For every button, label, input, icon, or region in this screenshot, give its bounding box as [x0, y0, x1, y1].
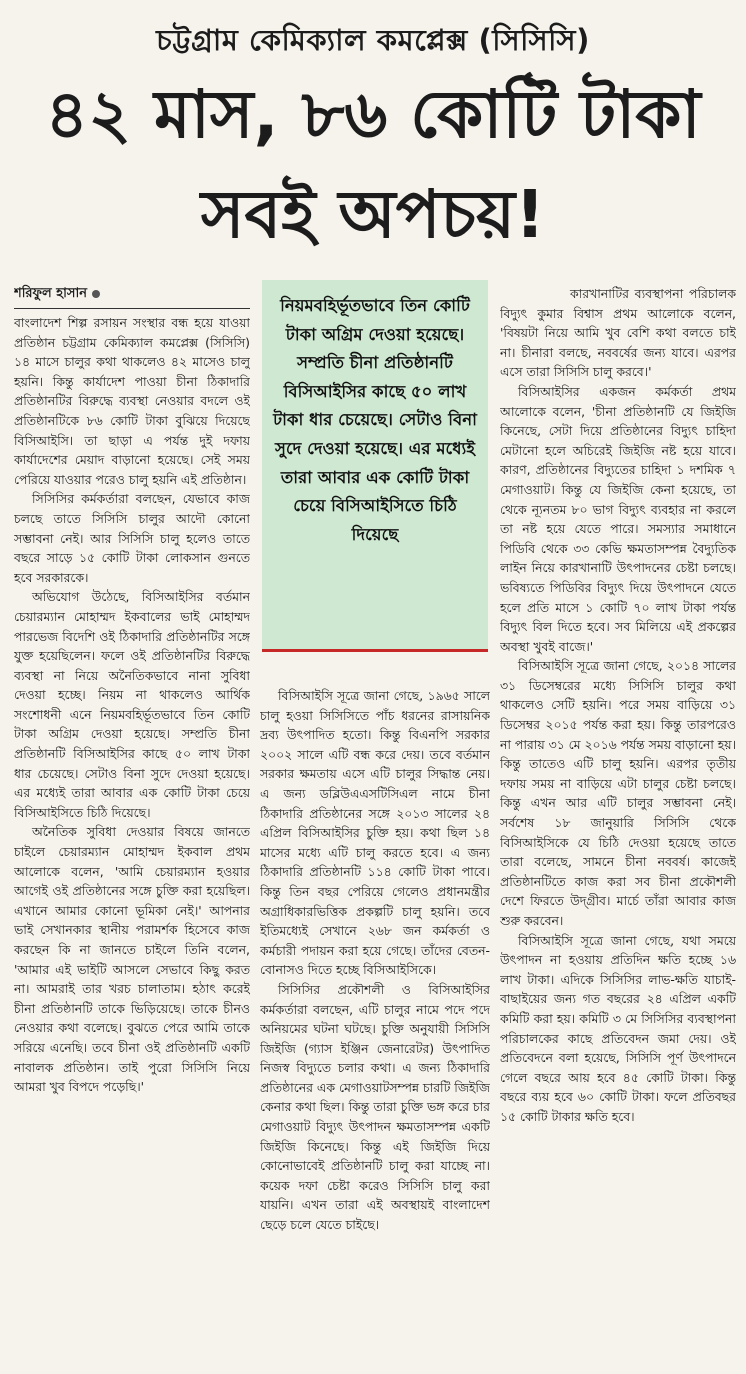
- paragraph: অনৈতিক সুবিধা দেওয়ার বিষয়ে জানতে চাইলে চেয়ারম্যান মোহাম্মদ ইকবাল প্রথম আলোকে বলেন, 'আমি চেয়ারম্যান হওয়ার আগেই ওই প্রতিষ্ঠানের সঙ্গে চুক্তি করা হয়েছিল। এখানে আমার কোনো ভূমিকা নেই।' আপনার ভাই সেখানকার স্থানীয় পরামর্শক হিসেবে কাজ করছেন কি না জানতে চাইলে তিনি বলেন, 'আমার এই ভাইটি আসলে সেভাবে কিছু করত না। আমরাই তার খরচ চালাতাম। হঠাৎ করেই চীনা প্রতিষ্ঠানটি তাকে ভিড়িয়েছে। তাকে চীনও নেওয়ার কথা বলেছে। বুঝতে পেরে আমি তাকে সরিয়ে এনেছি। তবে চীনা ওই প্রতিষ্ঠানটি একটি নাবালক প্রতিষ্ঠান। তাই পুরো সিসিসি নিয়ে আমরা খুব বিপদে পড়েছি।': [14, 824, 250, 1095]
- author-name: শরিফুল হাসান: [14, 286, 87, 302]
- column-1: [14, 284, 250, 1364]
- paragraph: বিসিআইসির একজন কর্মকর্তা প্রথম আলোকে বলেন, 'চীনা প্রতিষ্ঠানটি যে জিইজি কিনেছে, সেটা দিয়ে প্রতিষ্ঠানের বিদ্যুৎ চাহিদা মেটানো হলে অচিরেই জিইজি নষ্ট হয়ে যাবে। কারণ, প্রতিষ্ঠানের বিদ্যুতের চাহিদা ১ দশমিক ৭ মেগাওয়াট। কিন্তু যে জিইজি কেনা হয়েছে, তা থেকে ন্যূনতম ৮০ ভাগ বিদ্যুৎ ব্যবহার না করলে তা নষ্ট হয়ে যেতে পারে। সমস্যার সমাধানে পিডিবি থেকে ৩৩ কেভি ক্ষমতাসম্পন্ন বৈদ্যুতিক লাইন নিয়ে কারখানাটি উৎপাদনের চেষ্টা চলছে। ভবিষ্যতে পিডিবির বিদ্যুৎ দিয়ে উৎপাদনে যেতে হলে প্রতি মাসে ১ কোটি ৭০ লাখ টাকা পর্যন্ত বিদ্যুৎ বিল দিতে হবে। সব মিলিয়ে এই প্রকল্পের অবস্থা খুবই বাজে।': [500, 383, 736, 654]
- paragraph: সিসিসির প্রকৌশলী ও বিসিআইসির কর্মকর্তারা বলছেন, এটি চালুর নামে পদে পদে অনিয়মের ঘটনা ঘটছে। চুক্তি অনুযায়ী সিসিসি জিইজি (গ্যাস ইঞ্জিন জেনারেটর) উৎপাদিত নিজস্ব বিদ্যুতে চলার কথা। এ জন্য ঠিকাদারি প্রতিষ্ঠানের এক মেগাওয়াটসম্পন্ন চারটি জিইজি কেনার কথা ছিল। কিন্তু তারা চুক্তি ভঙ্গ করে চার মেগাওয়াট বিদ্যুৎ উৎপাদন ক্ষমতাসম্পন্ন একটি জিইজি কিনেছে। কিন্তু এই জিইজি দিয়ে কোনোভাবেই প্রতিষ্ঠানটি চালু করা যাচ্ছে না। কয়েক দফা চেষ্টা করেও সিসিসি চালু করা যায়নি। এখন তারা এই অবস্থায়ই বাংলাদেশ ছেড়ে চলে যেতে চাইছে।: [260, 981, 490, 1233]
- headline-line-2: সবই অপচয়!: [200, 176, 546, 253]
- bullet-icon: [92, 290, 100, 298]
- column-3: [500, 284, 736, 1364]
- paragraph: বাংলাদেশ শিল্প রসায়ন সংস্থার বন্ধ হয়ে যাওয়া প্রতিষ্ঠান চট্টগ্রাম কেমিক্যাল কমপ্লেক্স (সিসিসি) ১৪ মাসে চালুর কথা থাকলেও ৪২ মাসেও চালু হয়নি। কিন্তু কার্যাদেশ পাওয়া চীনা ঠিকাদারি প্রতিষ্ঠানটির বিরুদ্ধে ব্যবস্থা নেওয়ার বদলে ওই প্রতিষ্ঠানটিকে ৮৬ কোটি টাকা বুঝিয়ে দিয়েছে বিসিআইসি। তা ছাড়া এ পর্যন্ত দুই দফায় কার্যাদেশের মেয়াদ বাড়ানো হয়েছে। সেই সময় পেরিয়ে যাওয়ার পরেও চালু হয়নি এই প্রতিষ্ঠান।: [14, 315, 250, 487]
- byline: [14, 284, 250, 304]
- article-kicker: চট্টগ্রাম কেমিক্যাল কমপ্লেক্স (সিসিসি): [156, 23, 590, 57]
- paragraph: বিসিআইসি সূত্রে জানা গেছে, ২০১৪ সালের ৩১ ডিসেম্বরের মধ্যে সিসিসি চালুর কথা থাকলেও সেটি হয়নি। পরে সময় বাড়িয়ে ৩১ ডিসেম্বর ২০১৫ পর্যন্ত করা হয়। কিন্তু তারপরেও না পারায় ৩১ মে ২০১৬ পর্যন্ত সময় বাড়ানো হয়। কিন্তু তাতেও এটি চালু হয়নি। এরপর তৃতীয় দফায় সময় না বাড়িয়ে এটা চালুর চেষ্টা চলছে। কিন্তু এখন আর এটি চালুর সম্ভাবনা নেই। সর্বশেষ ১৮ জানুয়ারি সিসিসি থেকে বিসিআইসিকে যে চিঠি দেওয়া হয়েছে তাতে তারা বলেছে, সামনে চীনা নববর্ষ। কাজেই প্রতিষ্ঠানটিতে কাজ করা সব চীনা প্রকৌশলী দেশে ফিরতে উদ্‌গ্রীব। মার্চে তাঁরা আবার কাজ শুরু করবেন।: [500, 658, 736, 928]
- paragraph: কারখানাটির ব্যবস্থাপনা পরিচালক বিদ্যুৎ কুমার বিশ্বাস প্রথম আলোকে বলেন, 'বিষয়টা নিয়ে আমি খুব বেশি কথা বলতে চাই না। চীনারা বলছে, নববর্ষের জন্য যাবে। এরপর এসে তারা সিসিসি চালু করবে।': [500, 286, 736, 380]
- headline-line-1: ৪২ মাস, ৮৬ কোটি টাকা: [45, 76, 701, 153]
- paragraph: অভিযোগ উঠেছে, বিসিআইসির বর্তমান চেয়ারম্যান মোহাম্মদ ইকবালের ভাই মোহাম্মদ পারভেজ বিদেশি ওই ঠিকাদারি প্রতিষ্ঠানটির সঙ্গে যুক্ত হয়েছিলেন। ফলে ওই প্রতিষ্ঠানটির বিরুদ্ধে ব্যবস্থা না নিয়ে অনৈতিকভাবে নানা সুবিধা দেওয়া হচ্ছে। নিয়ম না থাকলেও আর্থিক সংশোধনী এনে নিয়মবহির্ভূতভাবে তিন কোটি টাকা অগ্রিম দেওয়া হয়েছে। সম্প্রতি চীনা প্রতিষ্ঠানটি বিসিআইসির কাছে ৫০ লাখ টাকা ধার চেয়েছে। সেটাও বিনা সুদে দেওয়া হয়েছে। এর মধ্যেই তারা আবার এক কোটি টাকা চেয়ে বিসিআইসিতে চিঠি দিয়েছে।: [14, 589, 250, 820]
- byline-rule: [14, 308, 250, 309]
- column-2: [260, 686, 490, 1364]
- paragraph: বিসিআইসি সূত্রে জানা গেছে, ১৯৬৫ সালে চালু হওয়া সিসিসিতে পাঁচ ধরনের রাসায়নিক দ্রব্য উৎপাদিত হতো। কিন্তু বিএনপি সরকার ২০০২ সালে এটি বন্ধ করে দেয়। তবে বর্তমান সরকার ক্ষমতায় এসে এটি চালুর সিদ্ধান্ত নেয়। এ জন্য ডব্লিউএএসটিসিএল নামে চীনা ঠিকাদারি প্রতিষ্ঠানের সঙ্গে ২০১৩ সালের ২৪ এপ্রিল বিসিআইসির চুক্তি হয়। কথা ছিল ১৪ মাসের মধ্যে এটি চালু করতে হবে। এ জন্য ঠিকাদারি প্রতিষ্ঠানটি ১১৪ কোটি টাকা পাবে। কিন্তু তিন বছর পেরিয়ে গেলেও প্রধানমন্ত্রীর অগ্রাধিকারভিত্তিক প্রকল্পটি চালু হয়নি। তবে ইতিমধ্যেই সেখানে ২৬৮ জন কর্মকর্তা ও কর্মচারী পদায়ন করা হয়ে গেছে। তাঁদের বেতন-বোনাসও দিতে হচ্ছে বিসিআইসিকে।: [260, 688, 490, 978]
- paragraph: বিসিআইসি সূত্রে জানা গেছে, যথা সময়ে উৎপাদন না হওয়ায় প্রতিদিন ক্ষতি হচ্ছে ১৬ লাখ টাকা। এদিকে সিসিসির লাভ-ক্ষতি যাচাই-বাছাইয়ের জন্য গত বছরের ২৪ এপ্রিল একটি কমিটি করা হয়। কমিটি ৩ মে সিসিসির ব্যবস্থাপনা পরিচালকের কাছে প্রতিবেদন জমা দেয়। ওই প্রতিবেদনে বলা হয়েছে, সিসিসি পূর্ণ উৎপাদনে গেলে বছরে আয় হবে ৪৫ কোটি টাকা। কিন্তু বছরে ব্যয় হবে ৬০ কোটি টাকা। ফলে প্রতিবছর ১৫ কোটি টাকার ক্ষতি হবে।: [500, 932, 736, 1124]
- pull-quote: নিয়মবহির্ভূতভাবে তিন কোটি টাকা অগ্রিম দেওয়া হয়েছে। সম্প্রতি চীনা প্রতিষ্ঠানটি বিসিআইসির কাছে ৫০ লাখ টাকা ধার চেয়েছে। সেটাও বিনা সুদে দেওয়া হয়েছে। এর মধ্যেই তারা আবার এক কোটি টাকা চেয়ে বিসিআইসিতে চিঠি দিয়েছে: [262, 280, 488, 652]
- paragraph: সিসিসির কর্মকর্তারা বলছেন, যেভাবে কাজ চলছে তাতে সিসিসি চালুর আদৌ কোনো সম্ভাবনা নেই। আর সিসিসি চালু হলেও তাতে বছরে সাড়ে ১৫ কোটি টাকা লোকসান গুনতে হবে সরকারকে।: [14, 491, 250, 585]
